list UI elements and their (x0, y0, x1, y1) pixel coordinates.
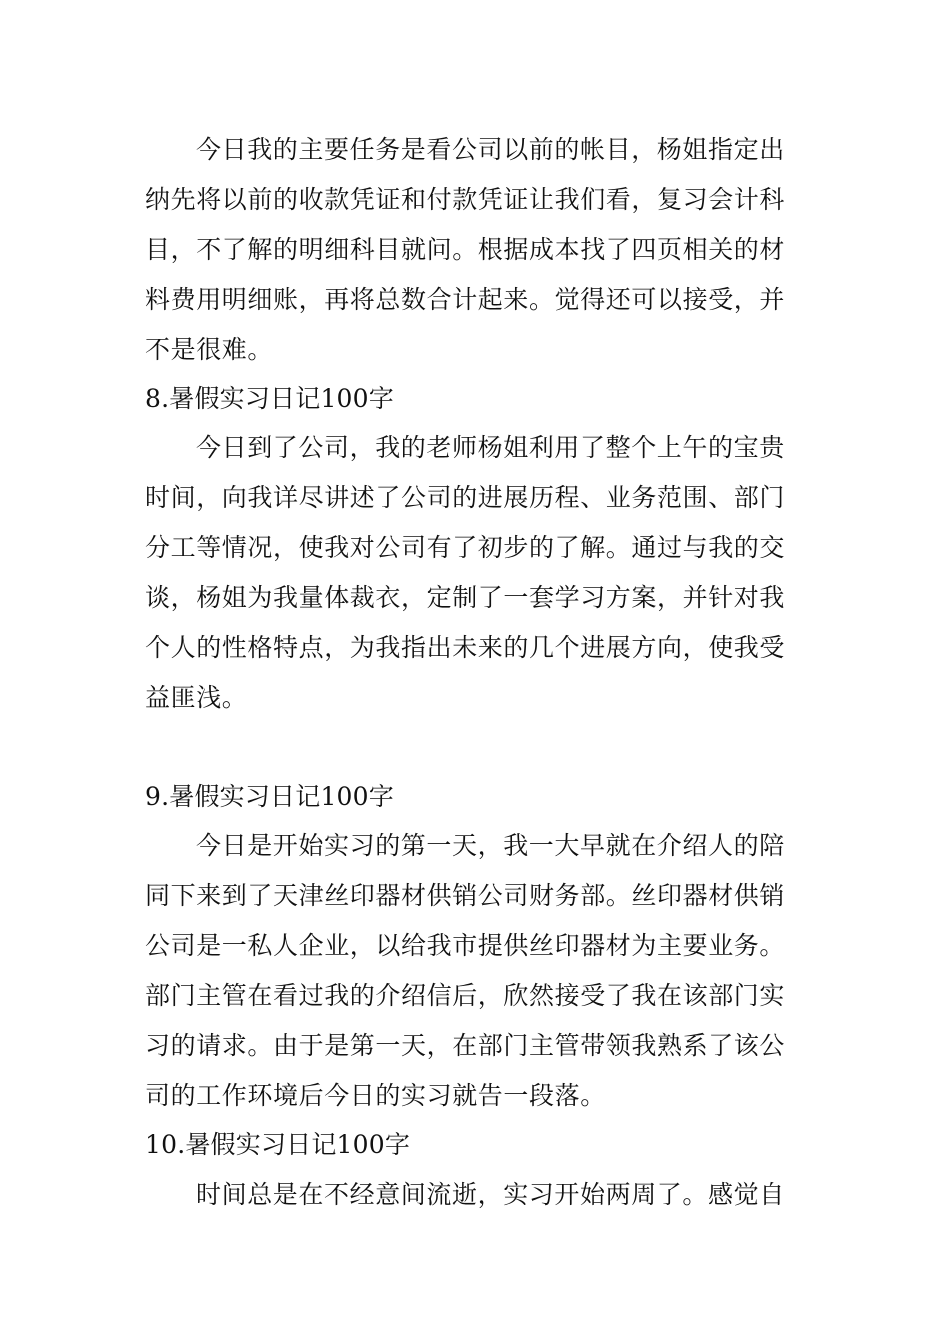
paragraph-line: 司的工作环境后今日的实习就告一段落。 (145, 1081, 606, 1110)
paragraph-line: 个人的性格特点，为我指出未来的几个进展方向，使我受 (145, 633, 786, 662)
paragraph-line: 谈，杨姐为我量体裁衣，定制了一套学习方案，并针对我 (145, 583, 786, 612)
paragraph-line: 习的请求。由于是第一天，在部门主管带领我熟系了该公 (145, 1031, 786, 1060)
paragraph-line: 益匪浅。 (145, 683, 248, 712)
section-heading: 8.暑假实习日记100字 (145, 384, 394, 413)
paragraph-line: 今日到了公司，我的老师杨姐利用了整个上午的宝贵 (196, 433, 785, 462)
paragraph-line: 时间，向我详尽讲述了公司的进展历程、业务范围、部门 (145, 483, 786, 512)
paragraph-line: 同下来到了天津丝印器材供销公司财务部。丝印器材供销 (145, 881, 786, 910)
paragraph-line: 料费用明细账，再将总数合计起来。觉得还可以接受，并 (145, 285, 786, 314)
section-heading: 9.暑假实习日记100字 (145, 782, 394, 811)
section-heading: 10.暑假实习日记100字 (145, 1130, 411, 1159)
paragraph-line: 分工等情况，使我对公司有了初步的了解。通过与我的交 (145, 533, 786, 562)
paragraph-line: 公司是一私人企业，以给我市提供丝印器材为主要业务。 (145, 931, 786, 960)
paragraph-line: 今日我的主要任务是看公司以前的帐目，杨姐指定出 (196, 135, 785, 164)
paragraph-line: 时间总是在不经意间流逝，实习开始两周了。感觉自 (196, 1180, 785, 1209)
paragraph-line: 纳先将以前的收款凭证和付款凭证让我们看，复习会计科 (145, 185, 786, 214)
paragraph-line: 目，不了解的明细科目就问。根据成本找了四页相关的材 (145, 235, 786, 264)
paragraph-line: 今日是开始实习的第一天，我一大早就在介绍人的陪 (196, 831, 785, 860)
paragraph-line: 不是很难。 (145, 335, 274, 364)
paragraph-line: 部门主管在看过我的介绍信后，欣然接受了我在该部门实 (145, 981, 786, 1010)
